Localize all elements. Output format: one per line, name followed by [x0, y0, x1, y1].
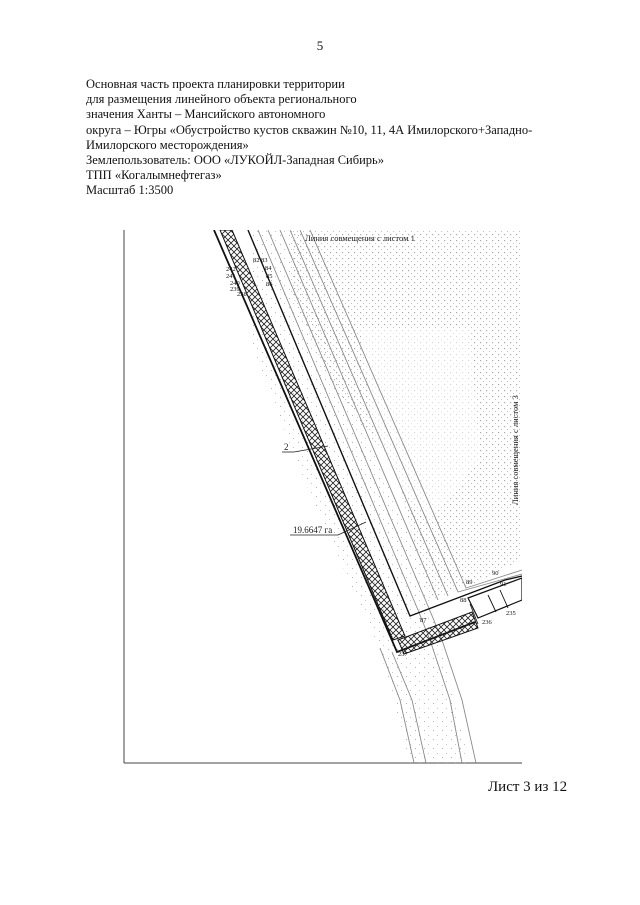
match-line-label-right: Линия совмещения с листом 3: [510, 395, 520, 505]
point-label: 238: [237, 291, 247, 298]
parcel-label: 2: [284, 442, 289, 452]
header-line: для размещения линейного объекта регионального: [86, 92, 357, 107]
area-label: 19.6647 га: [293, 525, 333, 535]
scale-line: Масштаб 1:3500: [86, 183, 174, 198]
header-line: Основная часть проекта планировки территории: [86, 77, 345, 91]
header-line: округа – Югры «Обустройство кустов скважин №10, 11, 4А Имилорского+Западно-: [86, 122, 533, 137]
point-label: 91: [500, 581, 507, 588]
page-number: 5: [316, 38, 324, 53]
header-line: значения Ханты – Мансийского автономного: [86, 107, 326, 122]
point-label: 88: [460, 597, 467, 604]
point-label: 86: [266, 281, 273, 288]
point-label: 242: [226, 266, 236, 273]
point-label: 239: [230, 286, 240, 293]
point-label: 240: [230, 280, 240, 287]
point-label: 241: [226, 273, 236, 280]
point-label: 84: [265, 265, 272, 272]
header-line: Имилорского месторождения»: [86, 137, 249, 152]
point-label: 87: [420, 617, 427, 624]
point-label: 237: [398, 651, 408, 658]
land-user-line: Землепользователь: ООО «ЛУКОЙЛ-Западная Сибирь»: [86, 153, 384, 168]
point-label: 82: [253, 257, 260, 264]
point-label: 236: [482, 619, 492, 626]
tpp-line: ТПП «Когалымнефтегаз»: [86, 168, 222, 183]
point-label: 85: [266, 273, 273, 280]
sheet-number: Лист 3 из 12: [488, 779, 568, 795]
match-line-label-top: Линия совмещения с листом 1: [305, 233, 415, 243]
point-label: 89: [466, 579, 473, 586]
point-label: 83: [261, 257, 268, 264]
point-label: 90: [492, 570, 499, 577]
point-label: 235: [506, 610, 516, 617]
